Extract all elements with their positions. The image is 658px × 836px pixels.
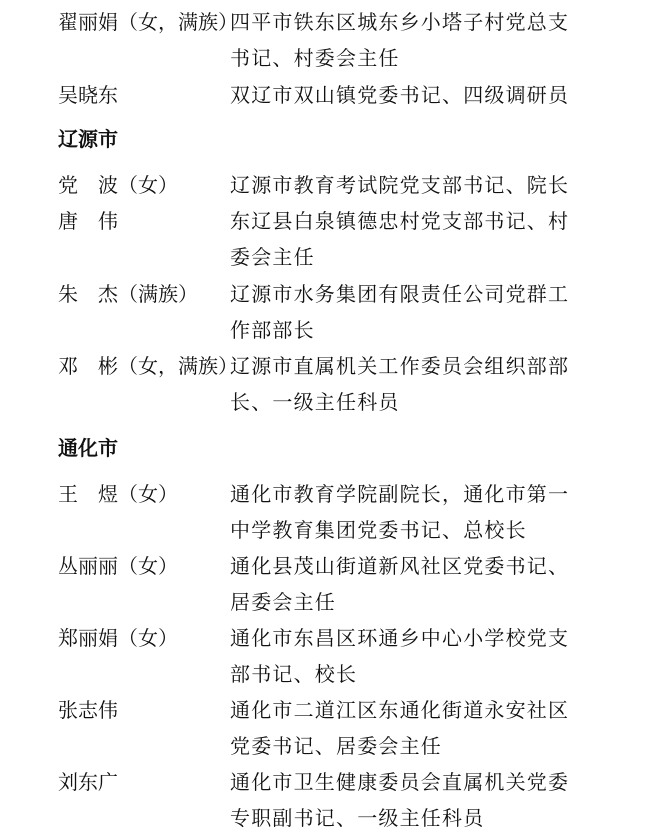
person-title: [230, 203, 590, 275]
person-title: [230, 276, 590, 348]
title-line: 作部部长: [230, 318, 315, 342]
section-heading-tonghua: 通化市: [58, 436, 118, 460]
title-line: 居委会主任: [230, 590, 336, 614]
title-line: 通化市教育学院副院长，通化市第一: [230, 482, 570, 506]
person-title: [230, 77, 590, 113]
person-title: [230, 4, 590, 76]
person-title: [230, 476, 590, 548]
person-name: 吴晓东: [58, 83, 118, 107]
title-line: 辽源市直属机关工作委员会组织部部: [230, 354, 570, 378]
person-name: 刘东广: [58, 770, 118, 794]
person-name: 丛丽丽（女）: [58, 554, 178, 578]
title-line: 通化县茂山街道新风社区党委书记、: [230, 554, 570, 578]
title-line: 部书记、校长: [230, 662, 358, 686]
person-name: 翟丽娟（女，满族）: [58, 10, 238, 34]
person-name: 郑丽娟（女）: [58, 626, 178, 650]
person-name: 王 煜（女）: [58, 482, 178, 506]
title-line: 中学教育集团党委书记、总校长: [230, 518, 527, 542]
person-name: 邓 彬（女，满族）: [58, 354, 238, 378]
title-line: 辽源市教育考试院党支部书记、院长: [230, 173, 570, 197]
title-line: 双辽市双山镇党委书记、四级调研员: [230, 83, 570, 107]
title-line: 专职副书记、一级主任科员: [230, 806, 485, 830]
title-line: 通化市东昌区环通乡中心小学校党支: [230, 626, 570, 650]
person-name: 唐 伟: [58, 209, 118, 233]
person-title: [230, 167, 590, 203]
title-line: 四平市铁东区城东乡小塔子村党总支: [230, 10, 570, 34]
title-line: 通化市卫生健康委员会直属机关党委: [230, 770, 570, 794]
title-line: 长、一级主任科员: [230, 390, 400, 414]
title-line: 书记、村委会主任: [230, 46, 400, 70]
title-line: 辽源市水务集团有限责任公司党群工: [230, 282, 570, 306]
person-name: 张志伟: [58, 698, 118, 722]
title-line: 东辽县白泉镇德忠村党支部书记、村: [230, 209, 570, 233]
person-title: [230, 620, 590, 692]
person-title: [230, 548, 590, 620]
person-title: [230, 348, 590, 420]
person-title: [230, 692, 590, 764]
title-line: 通化市二道江区东通化街道永安社区: [230, 698, 570, 722]
person-name: 朱 杰（满族）: [58, 282, 198, 306]
person-name: 党 波（女）: [58, 173, 178, 197]
title-line: 党委书记、居委会主任: [230, 734, 442, 758]
title-line: 委会主任: [230, 245, 315, 269]
person-title: [230, 764, 590, 836]
section-heading-liaoyuan: 辽源市: [58, 127, 118, 151]
